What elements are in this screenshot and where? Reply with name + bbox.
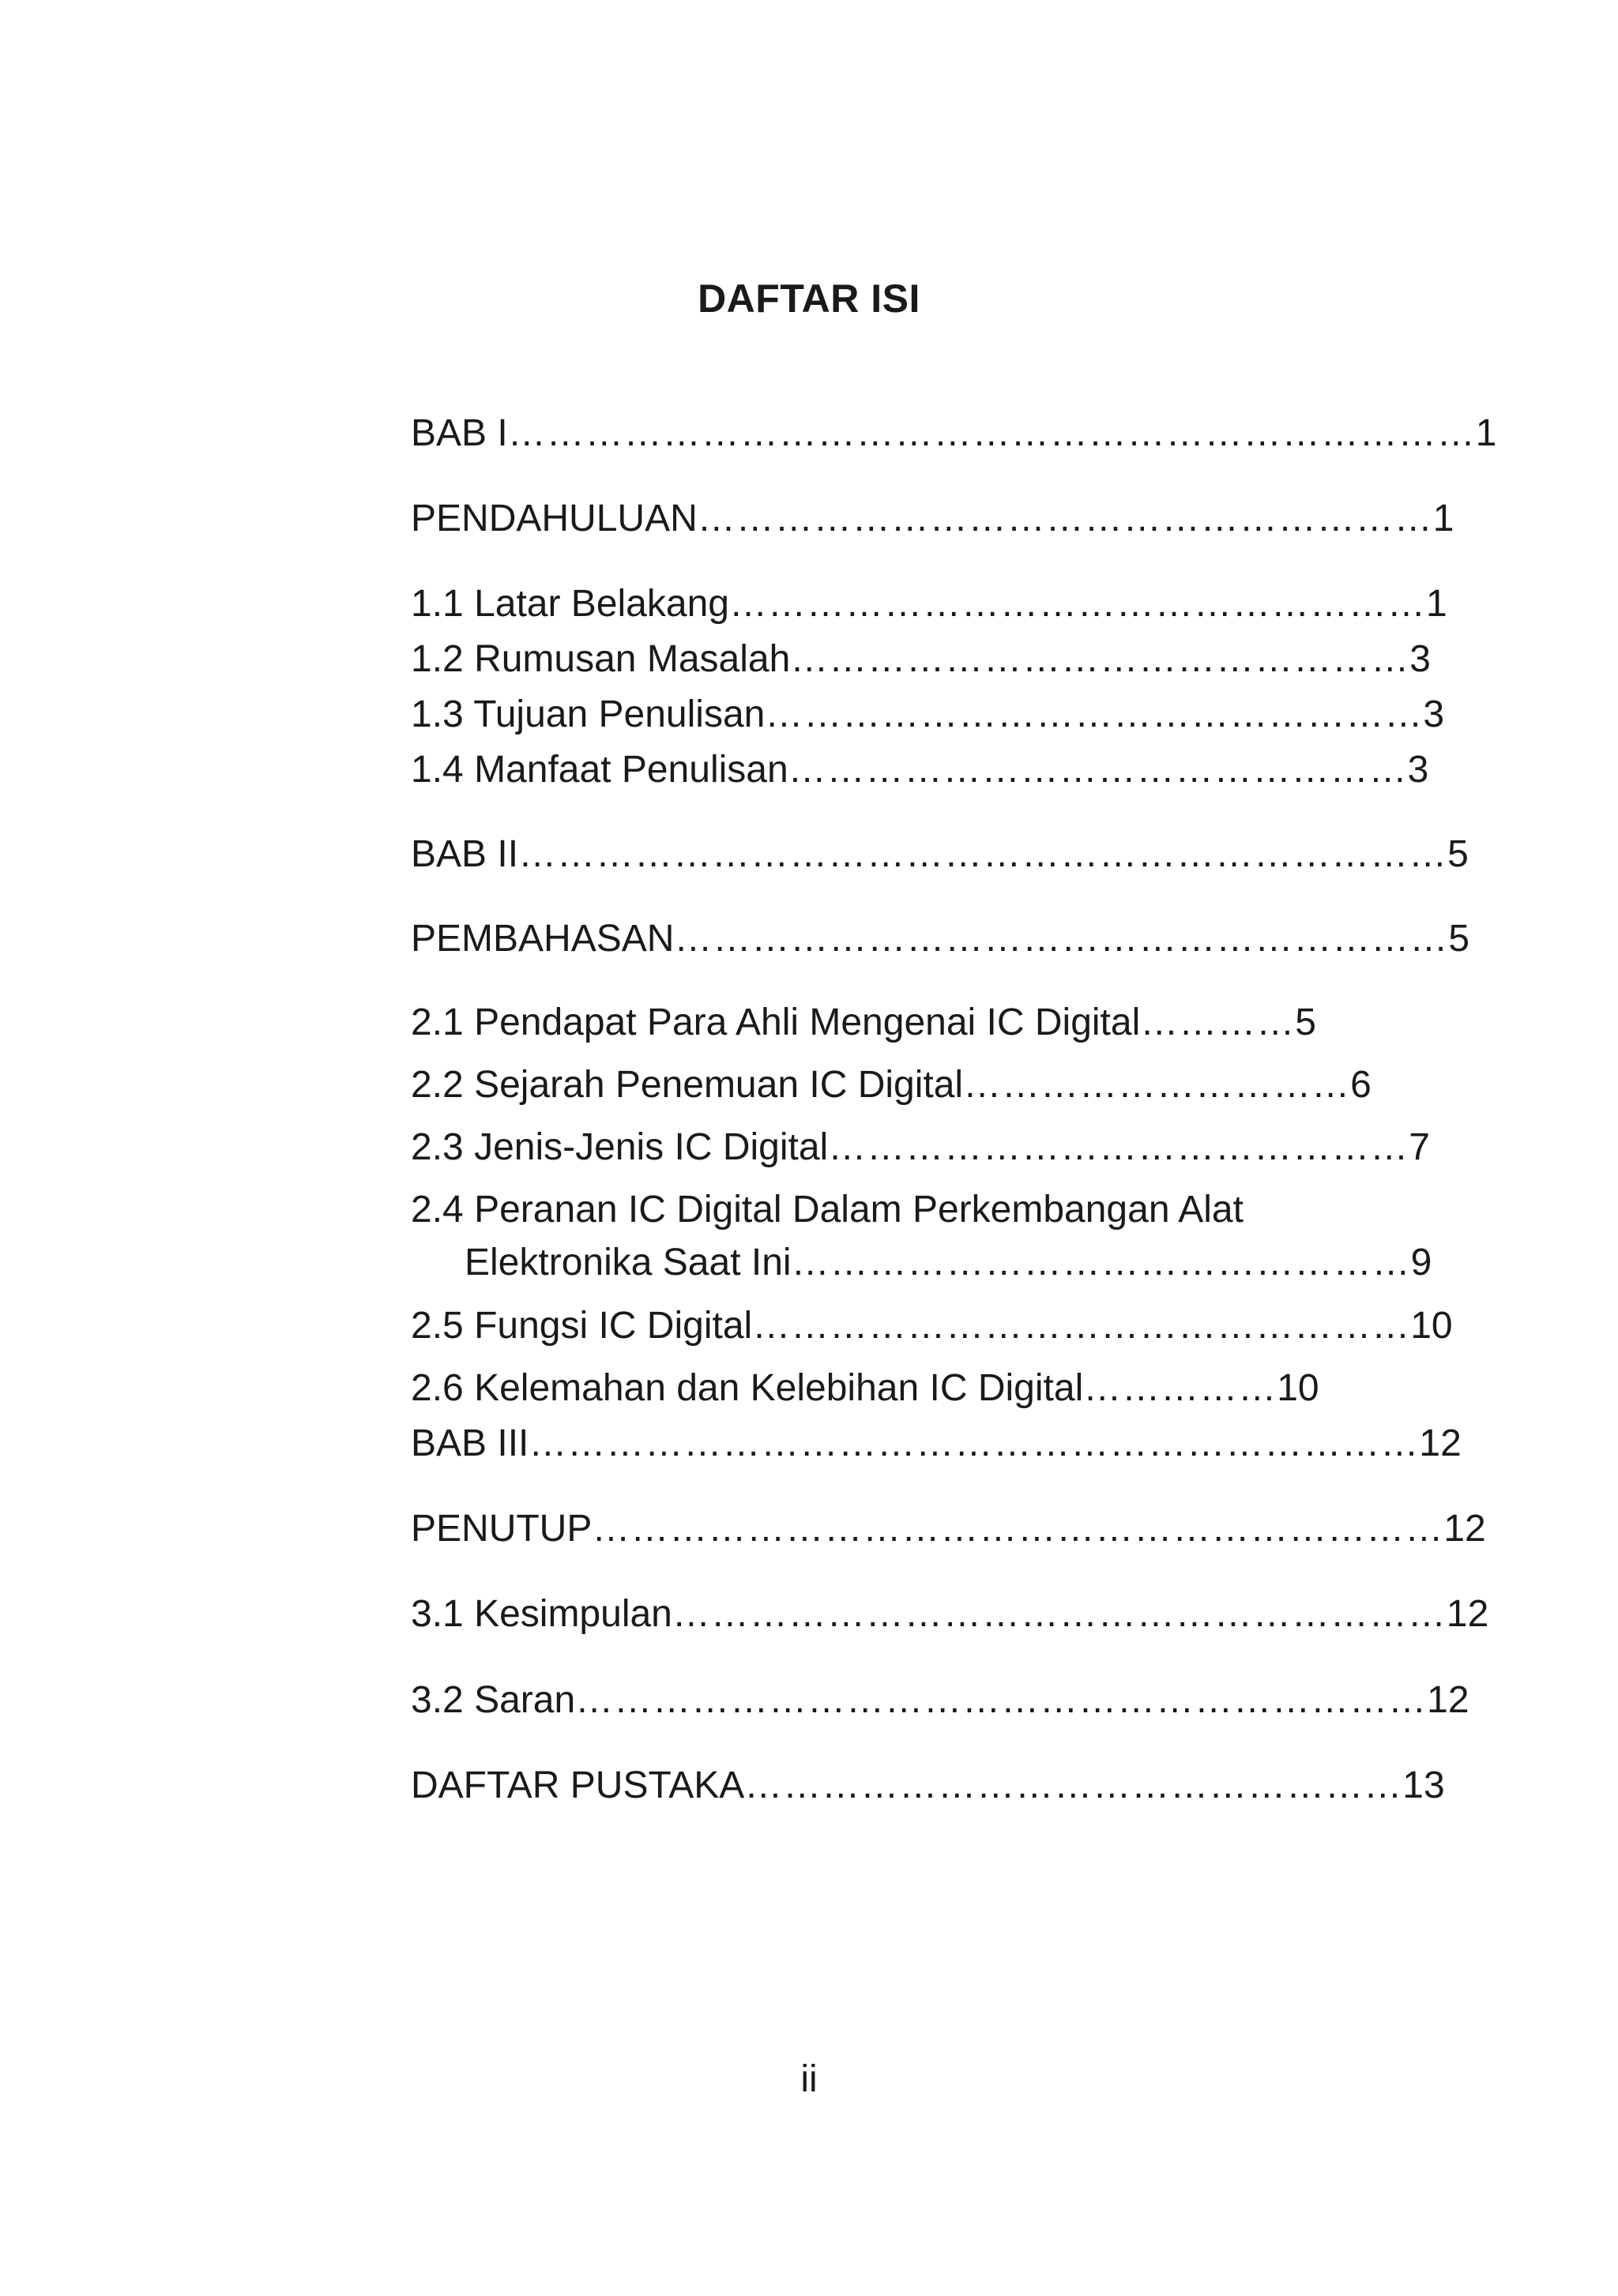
toc-page-number: 12 [1446,1593,1489,1635]
toc-page-number: 10 [1277,1367,1319,1409]
toc-page-number: 6 [1350,1064,1372,1106]
toc-page-number: 1 [1425,583,1447,625]
toc-entry-bab-2[interactable] [411,832,1469,877]
toc-entry-text: BAB III [411,1422,529,1464]
toc-entry-2-4[interactable] [411,1187,1244,1233]
toc-entry-3-2[interactable] [411,1678,1469,1723]
toc-entry-2-4-continued[interactable] [465,1240,1432,1286]
toc-entry-2-1[interactable] [411,1000,1316,1046]
toc-leader-dots: ………………………………………… [788,749,1408,791]
toc-entry-bab-1[interactable] [411,411,1496,457]
toc-entry-3-1[interactable] [411,1591,1488,1637]
toc-entry-2-5[interactable] [411,1303,1453,1349]
toc-entry-text: 1.2 Rumusan Masalah [411,638,791,680]
toc-entry-text: BAB I [411,412,508,454]
toc-page-number: 3 [1423,693,1445,735]
toc-leader-dots: ……………………………………………………………… [518,833,1448,875]
toc-page-number: 1 [1475,412,1497,454]
toc-leader-dots: …………………………………………………… [674,918,1449,960]
toc-entry-text: 2.3 Jenis-Jenis IC Digital [411,1126,829,1168]
toc-page-number: 12 [1427,1679,1469,1721]
toc-entry-text: 2.4 Peranan IC Digital Dalam Perkembangan Alat [411,1189,1244,1231]
toc-leader-dots: ………………………………………… [790,638,1410,680]
toc-entry-daftar-pustaka[interactable] [411,1763,1445,1809]
toc-entry-2-2[interactable] [411,1062,1372,1108]
page-number: ii [800,2058,818,2100]
toc-leader-dots: ………………………………………………………… [575,1679,1428,1721]
toc-leader-dots: …………………………………………… [752,1305,1411,1347]
toc-entry-pembahasan[interactable] [411,916,1469,962]
toc-page-number: 13 [1402,1764,1445,1806]
toc-page-number: 5 [1448,918,1470,960]
toc-page-number: 9 [1410,1242,1432,1283]
toc-leader-dots: ………………………………………………… [697,498,1433,539]
toc-leader-dots: …………………………………………… [744,1764,1403,1806]
toc-entry-text: DAFTAR PUSTAKA [411,1764,745,1806]
toc-entry-text: 1.3 Tujuan Penulisan [411,693,766,735]
toc-entry-text: PENDAHULUAN [411,498,698,539]
toc-page-number: 3 [1407,749,1429,791]
toc-entry-2-6[interactable] [411,1366,1319,1411]
toc-entry-1-3[interactable] [411,692,1444,738]
toc-page-number: 3 [1409,638,1431,680]
toc-page-number: 10 [1410,1305,1453,1347]
toc-leader-dots: …………… [1083,1367,1277,1409]
page-title: DAFTAR ISI [698,276,920,321]
toc-leader-dots: ………………………………………… [791,1242,1411,1283]
toc-entry-bab-3[interactable] [411,1421,1462,1467]
toc-entry-text: PEMBAHASAN [411,918,675,960]
toc-leader-dots: ………………………………………………………… [592,1508,1444,1550]
toc-page-number: 1 [1432,498,1454,539]
toc-entry-text: 2.2 Sejarah Penemuan IC Digital [411,1064,964,1106]
toc-entry-1-1[interactable] [411,581,1447,627]
toc-leader-dots: ………… [1140,1001,1296,1043]
toc-entry-pendahuluan[interactable] [411,496,1454,542]
toc-leader-dots: …………………………………………………………… [529,1422,1420,1464]
toc-entry-text: 1.4 Manfaat Penulisan [411,749,788,791]
toc-entry-text: PENUTUP [411,1508,593,1550]
toc-leader-dots: ……………………………………… [828,1126,1409,1168]
toc-leader-dots: ………………………………………………………………… [507,412,1476,454]
toc-page-number: 5 [1295,1001,1316,1043]
toc-entry-text: 3.2 Saran [411,1679,576,1721]
toc-leader-dots: ………………………… [963,1064,1351,1106]
toc-entry-text: 2.5 Fungsi IC Digital [411,1305,753,1347]
toc-entry-text: 3.1 Kesimpulan [411,1593,672,1635]
toc-page-number: 12 [1443,1508,1486,1550]
toc-entry-text: 2.6 Kelemahan dan Kelebihan IC Digital [411,1367,1084,1409]
toc-leader-dots: …………………………………………………… [672,1593,1447,1635]
toc-leader-dots: …………………………………………… [765,693,1424,735]
toc-page-number: 5 [1447,833,1469,875]
toc-entry-2-3[interactable] [411,1125,1430,1171]
toc-entry-penutup[interactable] [411,1506,1486,1552]
toc-page-number: 12 [1419,1422,1462,1464]
toc-entry-1-2[interactable] [411,637,1431,682]
toc-entry-1-4[interactable] [411,747,1428,793]
toc-entry-text: 1.1 Latar Belakang [411,583,729,625]
toc-entry-text: 2.1 Pendapat Para Ahli Mengenai IC Digital [411,1001,1141,1043]
toc-page-number: 7 [1409,1126,1430,1168]
toc-entry-text: Elektronika Saat Ini [465,1242,792,1283]
toc-entry-text: BAB II [411,833,519,875]
toc-leader-dots: ……………………………………………… [728,583,1426,625]
